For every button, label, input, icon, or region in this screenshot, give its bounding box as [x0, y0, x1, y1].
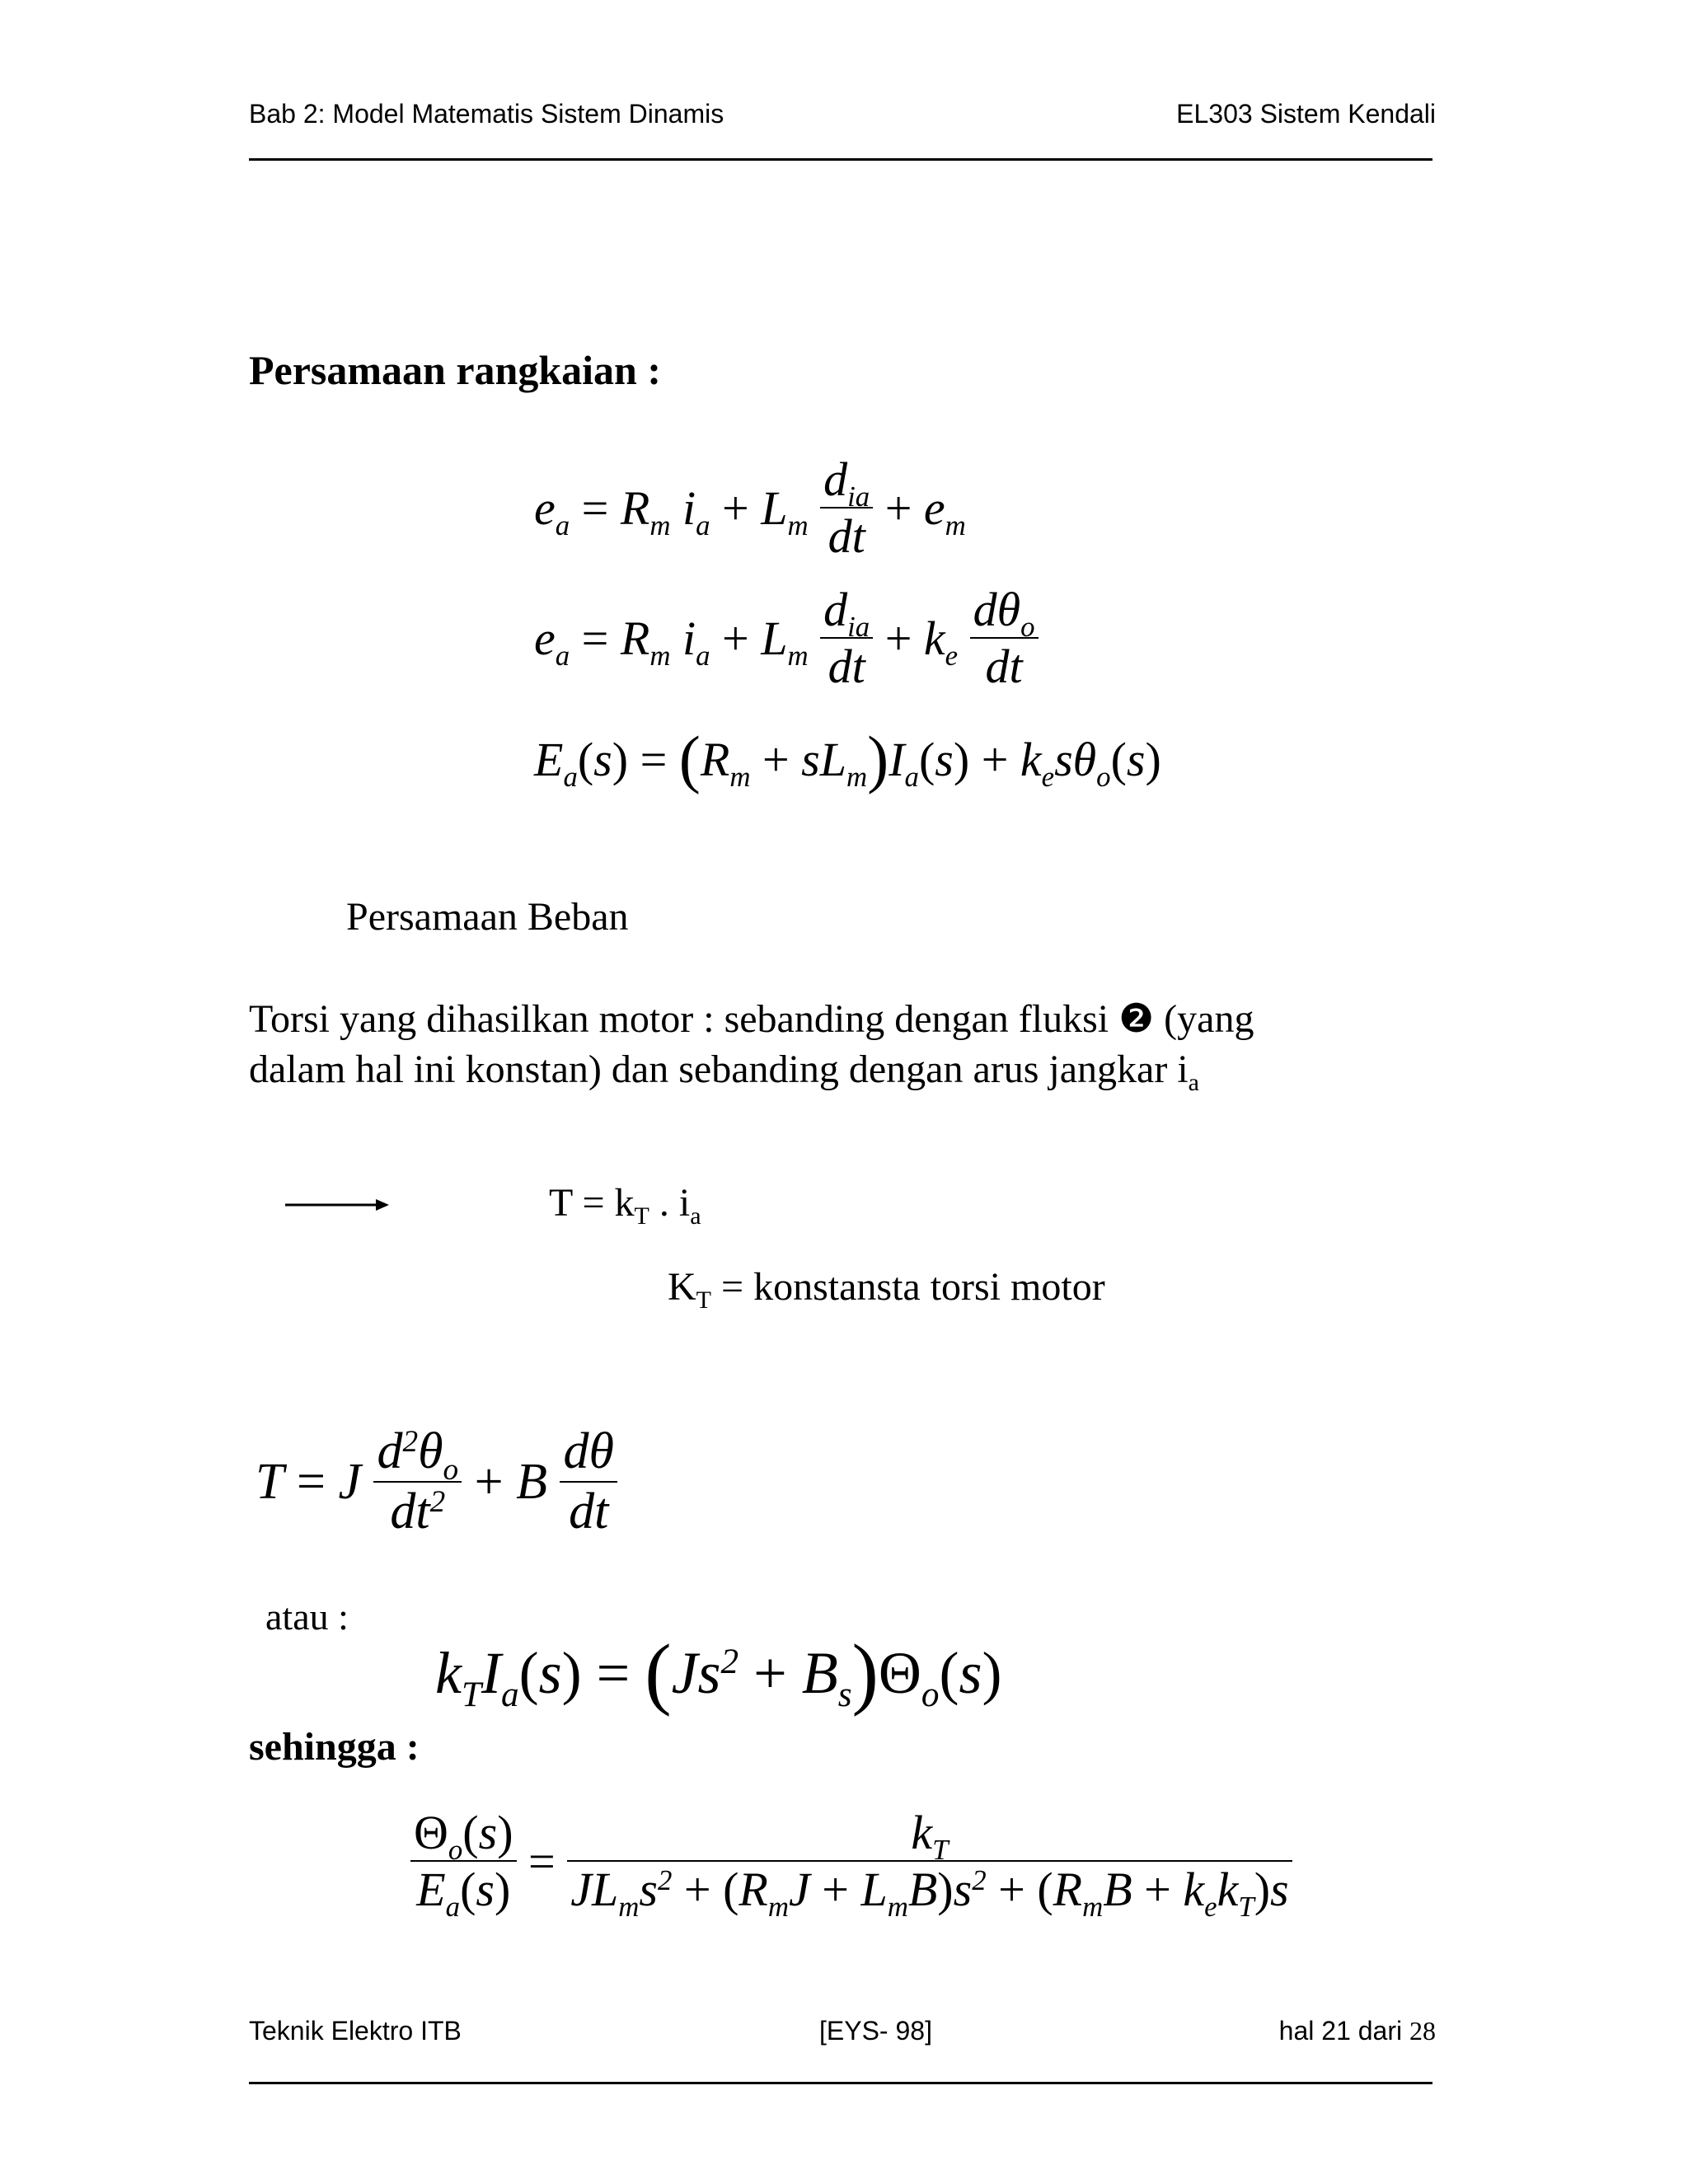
footer-rule: [249, 2082, 1432, 2084]
transfer-function-equation: $\frac{\Theta_o(s)}{E_a(s)}$ = $\frac{k_T}{JL_ms^2 + (R_mJ + L_mB)s^2 + (R_mB + k_ek_T)s}$: [410, 1805, 1292, 1917]
header-rule: [249, 158, 1432, 161]
footer-center: [EYS- 98]: [819, 2016, 932, 2046]
header-right: EL303 Sistem Kendali: [1176, 99, 1436, 129]
or-label: atau :: [265, 1596, 349, 1638]
torque-paragraph-line1: Torsi yang dihasilkan motor : sebanding dengan fluksi ❷ (yang: [249, 997, 1254, 1041]
footer-page-number: hal 21 dari 28: [1278, 2016, 1436, 2046]
equation-2: $e_a$ = $R_m$ $i_a$ + $L_m$ $\frac{d_{ia}}{dt}$ + $k_e$ $\frac{d\theta_o}{dt}$: [534, 582, 1039, 694]
laplace-torque-equation: $k_TI_a(s)$ = ( Js$^2$ + $B_s$ ) $\Theta_o(s)$: [435, 1629, 1002, 1718]
torque-constant-equation: $T = k_T$ . $i_a$: [549, 1181, 701, 1230]
circuit-equations-heading: Persamaan rangkaian :: [249, 347, 661, 393]
load-equation-heading: Persamaan Beban: [346, 895, 629, 939]
torque-constant-definition: $K_T$ = konstansta torsi motor: [668, 1265, 1105, 1314]
implication-arrow-icon: [284, 1195, 391, 1215]
torque-paragraph-line2: dalam hal ini konstan) dan sebanding dengan arus jangkar $i_a$: [249, 1047, 1199, 1096]
therefore-label: sehingga :: [249, 1725, 420, 1769]
equation-3: $E_a(s)$ = ( $R_m$ + $sL_m$ ) $I_a(s)$ + $k_es\theta_o(s)$: [534, 723, 1161, 794]
footer-left: Teknik Elektro ITB: [249, 2016, 462, 2046]
load-torque-equation: T = J $\frac{d^2\theta_o}{dt^2}$ + B $\frac{d\theta}{dt}$: [256, 1422, 617, 1541]
header-left: Bab 2: Model Matematis Sistem Dinamis: [249, 99, 724, 129]
equation-1: $e_a$ = $R_m$ $i_a$ + $L_m$ $\frac{d_{ia}}{dt}$ + $e_m$: [534, 452, 966, 563]
